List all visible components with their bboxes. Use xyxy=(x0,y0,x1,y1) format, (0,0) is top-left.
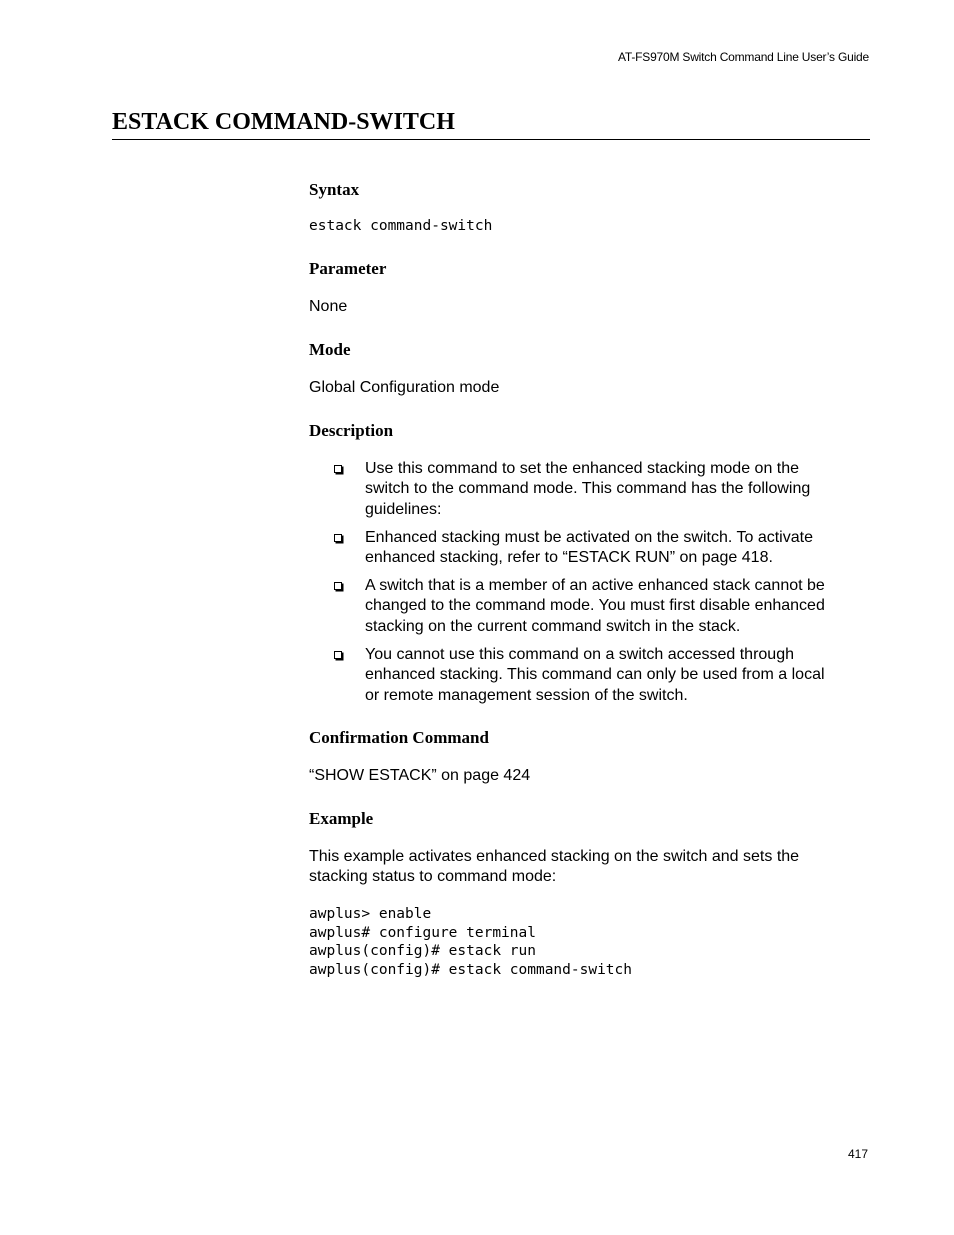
code-line: awplus> enable xyxy=(309,906,432,922)
checkbox-bullet-icon xyxy=(334,582,342,590)
syntax-heading: Syntax xyxy=(309,180,360,199)
example-intro-line: stacking status to command mode: xyxy=(309,868,557,885)
bullet-text xyxy=(365,576,870,637)
bullet-text xyxy=(365,645,870,706)
page-title: ESTACK COMMAND-SWITCH xyxy=(112,109,455,135)
bullet-line: You cannot use this command on a switch accessed through xyxy=(365,646,794,663)
checkbox-bullet-icon xyxy=(334,651,342,659)
bullet-line: enhanced stacking, refer to “ESTACK RUN” on page 418. xyxy=(365,549,773,567)
checkbox-bullet-icon xyxy=(334,534,342,542)
parameter-text: None xyxy=(309,298,348,315)
mode-heading: Mode xyxy=(309,340,351,359)
checkbox-bullet-icon xyxy=(334,465,342,473)
mode-text: Global Configuration mode xyxy=(309,379,500,396)
bullet-line: guidelines: xyxy=(365,500,442,518)
code-line: awplus# configure terminal xyxy=(309,925,536,941)
bullet-line: switch to the command mode. This command has the following xyxy=(365,480,811,498)
syntax-command: estack command-switch xyxy=(309,218,493,234)
example-heading: Example xyxy=(309,809,374,828)
bullet-line: changed to the command mode. You must first disable enhanced xyxy=(365,597,825,615)
bullet-line: A switch that is a member of an active enhanced stack cannot be xyxy=(365,577,825,594)
example-intro-line: This example activates enhanced stacking on the switch and sets the xyxy=(309,848,800,865)
description-heading: Description xyxy=(309,421,394,440)
bullet-line: stacking on the current command switch in the stack. xyxy=(365,617,741,635)
bullet-line: Use this command to set the enhanced stacking mode on the xyxy=(365,460,800,477)
confirmation-text: “SHOW ESTACK” on page 424 xyxy=(309,767,531,784)
code-line: awplus(config)# estack command-switch xyxy=(309,962,633,978)
bullet-line: or remote management session of the switch. xyxy=(365,686,688,704)
bullet-line: enhanced stacking. This command can only be used from a local xyxy=(365,666,825,684)
bullet-text xyxy=(365,459,870,520)
page-number: 417 xyxy=(847,1147,868,1161)
parameter-heading: Parameter xyxy=(309,259,387,278)
code-line: awplus(config)# estack run xyxy=(309,943,536,959)
confirmation-heading: Confirmation Command xyxy=(309,728,489,747)
title-rule xyxy=(112,139,870,140)
bullet-line: Enhanced stacking must be activated on the switch. To activate xyxy=(365,529,813,546)
running-header: AT-FS970M Switch Command Line User’s Guide xyxy=(617,50,869,64)
bullet-text xyxy=(365,528,870,569)
